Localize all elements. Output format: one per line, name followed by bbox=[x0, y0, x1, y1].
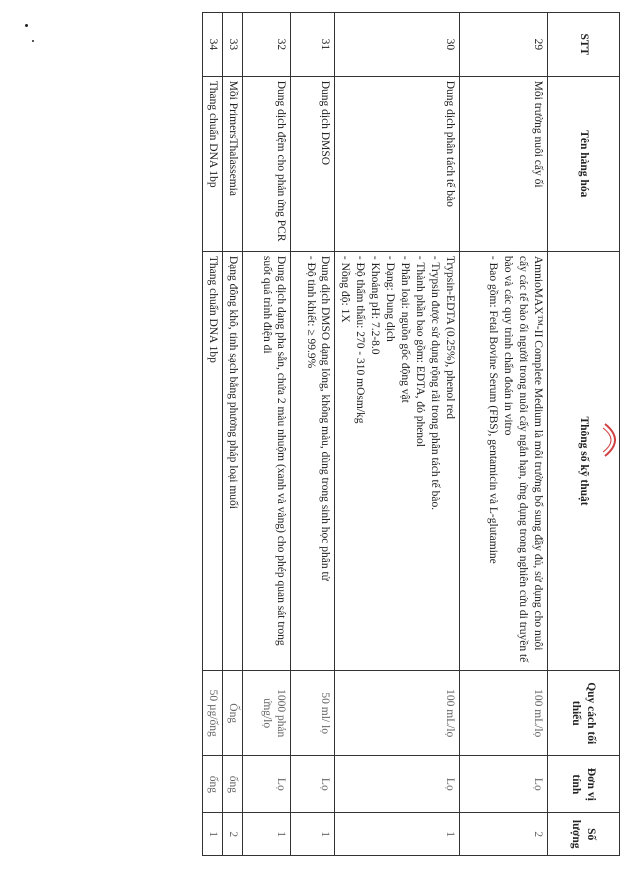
table-row bbox=[203, 13, 223, 856]
spec-line: Thang chuẩn DNA 1bp bbox=[207, 255, 220, 363]
table-row bbox=[460, 13, 548, 856]
cell-unit: ống bbox=[203, 756, 223, 813]
spec-line: Dung dịch dạng pha sẵn, chứa 2 màu nhuộm (xanh và vàng) cho phép quan sát trong suốt quá trình điện di bbox=[260, 255, 288, 646]
spec-line: - Phân loại: nguồn gốc động vật bbox=[399, 255, 412, 403]
spec-line: Dung dịch DMSO dạng lỏng, không màu, dùng trong sinh học phân tử bbox=[319, 255, 332, 581]
cell-qty: 2 bbox=[460, 813, 548, 856]
scan-mark bbox=[25, 24, 28, 27]
table-row bbox=[335, 13, 460, 856]
spec-line: - Thành phần bao gồm: EDTA, đỏ phenol bbox=[414, 255, 427, 447]
header-name: Tên hàng hóa bbox=[548, 76, 620, 251]
red-stamp-mark bbox=[595, 420, 635, 460]
cell-pack: 1000 phản ứng/lọ bbox=[243, 671, 291, 756]
spec-line: - Độ tinh khiết: ≥ 99.9% bbox=[304, 255, 317, 369]
spec-line: - Dạng: Dung dịch bbox=[384, 255, 397, 342]
cell-spec bbox=[203, 251, 223, 670]
cell-qty: 1 bbox=[203, 813, 223, 856]
cell-pack: 100 mL/lọ bbox=[460, 671, 548, 756]
table-body bbox=[203, 13, 548, 856]
cell-spec bbox=[460, 251, 548, 670]
cell-stt: 32 bbox=[243, 13, 291, 77]
cell-name: Mồi PrimersThalassemia bbox=[223, 76, 243, 251]
spec-line: - Khoảng pH: 7.2-8.0 bbox=[369, 255, 382, 355]
cell-spec bbox=[243, 251, 291, 670]
spec-line: - Trypsin được sử dụng rộng rãi trong phân tách tế bào. bbox=[429, 255, 442, 511]
cell-pack: 100 mL/lọ bbox=[335, 671, 460, 756]
cell-unit: Lọ bbox=[460, 756, 548, 813]
cell-stt: 31 bbox=[291, 13, 335, 77]
product-spec-table bbox=[203, 12, 621, 856]
cell-qty: 2 bbox=[223, 813, 243, 856]
cell-name: Thang chuẩn DNA 1bp bbox=[203, 76, 223, 251]
cell-unit: ống bbox=[223, 756, 243, 813]
table-row bbox=[223, 13, 243, 856]
cell-pack: 50 µg/ống bbox=[203, 671, 223, 756]
cell-spec bbox=[291, 251, 335, 670]
cell-qty: 1 bbox=[243, 813, 291, 856]
cell-name: Dung dịch phân tách tế bào bbox=[335, 76, 460, 251]
cell-stt: 29 bbox=[460, 13, 548, 77]
spec-line: Dạng đông khô, tinh sạch bằng phương pháp loại muối bbox=[227, 255, 240, 509]
cell-stt: 34 bbox=[203, 13, 223, 77]
header-stt: STT bbox=[548, 13, 620, 77]
spec-line: AmnioMAX™-II Complete Medium là môi trường bổ sung đầy đủ, sử dụng cho nuôi cấy các tế bào ối người trong nuôi cấy ngắn hạn, ứng dụng trong nghiên cứu di truyền tế bào và các quy trình chẩn đoán in vitro bbox=[502, 255, 544, 663]
cell-unit: Lọ bbox=[291, 756, 335, 813]
header-qty: Số lượng bbox=[548, 813, 620, 856]
cell-pack: Ống bbox=[223, 671, 243, 756]
cell-spec bbox=[223, 251, 243, 670]
header-unit: Đơn vị tính bbox=[548, 756, 620, 813]
header-spec: Thông số kỹ thuật bbox=[548, 251, 620, 670]
cell-spec bbox=[335, 251, 460, 670]
cell-unit: Lọ bbox=[243, 756, 291, 813]
spec-line: - Bao gồm: Fetal Bovine Serum (FBS), gentamicin và L-glutamine bbox=[487, 255, 500, 564]
cell-unit: Lọ bbox=[335, 756, 460, 813]
spec-line: - Nồng độ: 1X bbox=[339, 255, 352, 323]
cell-name: Dung dịch DMSO bbox=[291, 76, 335, 251]
cell-qty: 1 bbox=[291, 813, 335, 856]
header-pack: Quy cách tối thiểu bbox=[548, 671, 620, 756]
cell-qty: 1 bbox=[335, 813, 460, 856]
spec-line: - Độ thẩm thấu: 270 - 310 mOsm/kg bbox=[354, 255, 367, 424]
cell-stt: 33 bbox=[223, 13, 243, 77]
cell-name: Môi trường nuôi cấy ối bbox=[460, 76, 548, 251]
table-row bbox=[243, 13, 291, 856]
cell-name: Dung dịch đệm cho phản ứng PCR bbox=[243, 76, 291, 251]
scan-mark bbox=[32, 40, 34, 42]
cell-stt: 30 bbox=[335, 13, 460, 77]
table-row bbox=[291, 13, 335, 856]
spec-line: Trypsin-EDTA (0.25%), phenol red bbox=[444, 255, 456, 420]
cell-pack: 50 ml/ lọ bbox=[291, 671, 335, 756]
